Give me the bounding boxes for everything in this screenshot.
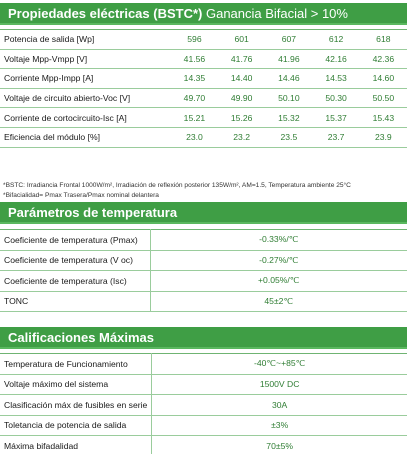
cell-value: 30A — [272, 399, 288, 410]
cell-value: 50.10 — [278, 93, 300, 104]
table-row — [0, 30, 407, 50]
footnote-bifaciality: *Bifacialidad= Pmax Trasera/Pmax nominal delantera — [3, 192, 159, 199]
table-row — [0, 395, 407, 416]
row-label: Corriente de cortocircuito-Isc [A] — [4, 112, 127, 123]
table-row — [0, 271, 407, 292]
cell-value: 41.56 — [183, 53, 206, 64]
cell-value: 45±2℃ — [264, 295, 294, 306]
row-label: Máxima bifadalidad — [0, 436, 152, 454]
table-row — [0, 291, 407, 312]
row-label: Eficiencia del módulo [%] — [4, 132, 101, 143]
cell-value: 50.50 — [372, 93, 395, 104]
cell-value: 14.60 — [372, 73, 395, 84]
cell-value: -40℃~+85℃ — [253, 358, 306, 369]
cell-value: 70±5% — [266, 440, 293, 451]
cell-value: 14.40 — [230, 73, 253, 84]
cell-value: 612 — [328, 34, 344, 45]
cell-value: 23.2 — [233, 132, 251, 143]
table-row — [0, 250, 407, 271]
row-label: Toletancia de potencia de salida — [0, 415, 152, 436]
cell-value: 15.43 — [372, 112, 395, 123]
cell-value: 42.36 — [372, 53, 395, 64]
ratings-section-header — [0, 327, 407, 349]
row-label: Voltaje Mpp-Vmpp [V] — [4, 53, 88, 64]
electrical-title-rest: Ganancia Bifacial > 10% — [202, 6, 348, 21]
electrical-section-header — [0, 3, 407, 25]
cell-value: 49.70 — [183, 93, 206, 104]
temperature-table — [0, 229, 407, 312]
cell-value: 42.16 — [325, 53, 347, 64]
cell-value: -0.33%/℃ — [259, 234, 299, 245]
row-label: Coeficiente de temperatura (Pmax) — [0, 230, 150, 251]
ratings-table — [0, 353, 407, 454]
cell-value: 14.46 — [278, 73, 300, 84]
row-label: Voltaje de circuito abierto-Voc [V] — [4, 93, 131, 104]
row-label: Potencia de salida [Wp] — [4, 34, 95, 45]
row-label: Corriente Mpp-Impp [A] — [4, 73, 94, 84]
cell-value: 23.9 — [374, 132, 392, 143]
row-label: TONC — [0, 291, 150, 312]
cell-value: 23.7 — [327, 132, 345, 143]
row-label: Coeficiente de temperatura (Isc) — [0, 271, 150, 292]
row-label: Voltaje máximo del sistema — [0, 374, 152, 395]
row-label: Coeficiente de temperatura (V oc) — [0, 250, 150, 271]
footnotes — [3, 181, 405, 201]
ratings-title: Calificaciones Máximas — [8, 330, 154, 345]
table-row — [0, 436, 407, 454]
cell-value: 601 — [234, 34, 249, 45]
cell-value: 14.53 — [325, 73, 347, 84]
cell-value: ±3% — [271, 420, 289, 431]
cell-value: 15.21 — [183, 112, 206, 123]
row-label: Temperatura de Funcionamiento — [0, 354, 152, 375]
table-row — [0, 49, 407, 69]
electrical-title-bold: Propiedades eléctricas (BSTC*) — [8, 6, 203, 21]
cell-value: 50.30 — [325, 93, 347, 104]
row-label: Clasificación máx de fusibles en serie — [0, 395, 152, 416]
table-row — [0, 108, 407, 128]
electrical-table — [0, 29, 407, 148]
table-row — [0, 415, 407, 436]
cell-value: 596 — [187, 34, 202, 45]
table-row — [0, 354, 407, 375]
cell-value: 23.5 — [280, 132, 298, 143]
cell-value: 15.26 — [230, 112, 253, 123]
cell-value: 23.0 — [186, 132, 203, 143]
cell-value: 618 — [376, 34, 391, 45]
cell-value: 49.90 — [230, 93, 253, 104]
temperature-section-header — [0, 202, 407, 224]
cell-value: +0.05%/℃ — [258, 275, 300, 286]
table-row — [0, 374, 407, 395]
table-row — [0, 88, 407, 108]
table-row — [0, 69, 407, 89]
cell-value: 1500V DC — [259, 379, 300, 390]
table-row — [0, 127, 407, 147]
table-row — [0, 230, 407, 251]
cell-value: -0.27%/℃ — [259, 254, 299, 265]
cell-value: 15.37 — [325, 112, 347, 123]
cell-value: 607 — [281, 34, 297, 45]
temperature-title: Parámetros de temperatura — [8, 205, 178, 220]
cell-value: 41.76 — [230, 53, 253, 64]
footnote-bstc: *BSTC: Irradiancia Frontal 1000W/m², Irradiación de reflexión posterior 135W/m², AM=1.5, Temperatura ambiente 25°C — [3, 182, 351, 189]
cell-value: 41.96 — [278, 53, 300, 64]
cell-value: 15.32 — [278, 112, 300, 123]
cell-value: 14.35 — [183, 73, 206, 84]
